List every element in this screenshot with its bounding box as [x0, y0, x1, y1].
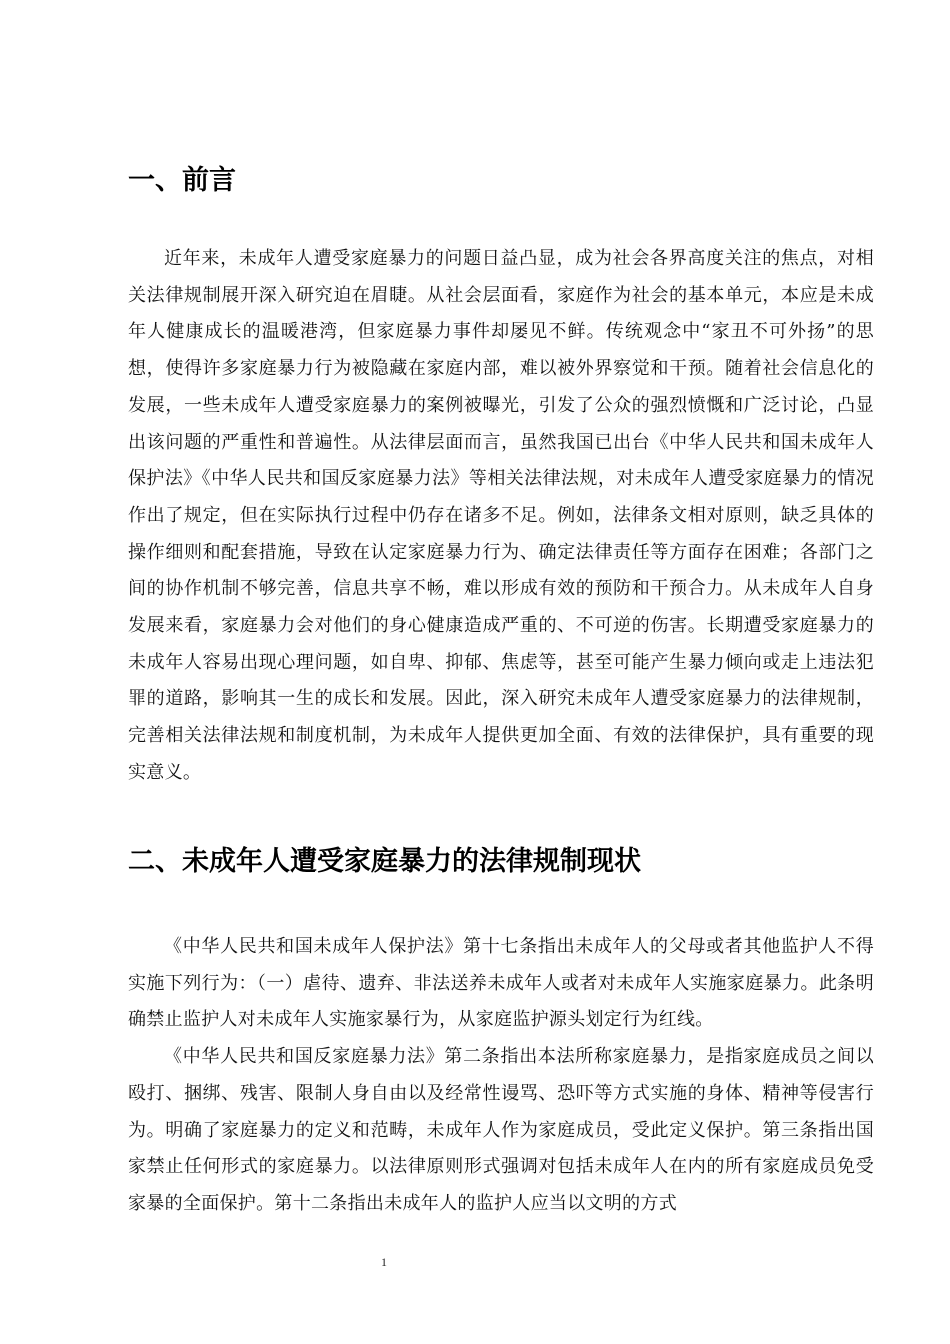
legal-status-body: [128, 929, 874, 1223]
paragraph: 近年来，未成年人遭受家庭暴力的问题日益凸显，成为社会各界高度关注的焦点，对相关法律规制展开深入研究迫在眉睫。从社会层面看，家庭作为社会的基本单元，本应是未成年人健康成长的温暖港湾，但家庭暴力事件却屡见不鲜。传统观念中“家丑不可外扬”的思想，使得许多家庭暴力行为被隐藏在家庭内部，难以被外界察觉和干预。随着社会信息化的发展，一些未成年人遭受家庭暴力的案例被曝光，引发了公众的强烈愤慨和广泛讨论，凸显出该问题的严重性和普遍性。从法律层面而言，虽然我国已出台《中华人民共和国未成年人保护法》《中华人民共和国反家庭暴力法》等相关法律法规，对未成年人遭受家庭暴力的情况作出了规定，但在实际执行过程中仍存在诸多不足。例如，法律条文相对原则，缺乏具体的操作细则和配套措施，导致在认定家庭暴力行为、确定法律责任等方面存在困难；各部门之间的协作机制不够完善，信息共享不畅，难以形成有效的预防和干预合力。从未成年人自身发展来看，家庭暴力会对他们的身心健康造成严重的、不可逆的伤害。长期遭受家庭暴力的未成年人容易出现心理问题，如自卑、抑郁、焦虑等，甚至可能产生暴力倾向或走上违法犯罪的道路，影响其一生的成长和发展。因此，深入研究未成年人遭受家庭暴力的法律规制，完善相关法律法规和制度机制，为未成年人提供更加全面、有效的法律保护，具有重要的现实意义。: [128, 248, 874, 783]
section-heading-legal-status: 二、未成年人遭受家庭暴力的法律规制现状: [128, 846, 641, 877]
paragraph: 《中华人民共和国未成年人保护法》第十七条指出未成年人的父母或者其他监护人不得实施下列行为：（一）虐待、遗弃、非法送养未成年人或者对未成年人实施家庭暴力。此条明确禁止监护人对未成年人实施家暴行为，从家庭监护源头划定行为红线。: [128, 936, 874, 1031]
page-number: 1: [381, 1255, 387, 1269]
preface-body: [128, 241, 874, 792]
paragraph: 《中华人民共和国反家庭暴力法》第二条指出本法所称家庭暴力，是指家庭成员之间以殴打、捆绑、残害、限制人身自由以及经常性谩骂、恐吓等方式实施的身体、精神等侵害行为。明确了家庭暴力的定义和范畴，未成年人作为家庭成员，受此定义保护。第三条指出国家禁止任何形式的家庭暴力。以法律原则形式强调对包括未成年人在内的所有家庭成员免受家暴的全面保护。第十二条指出未成年人的监护人应当以文明的方式: [128, 1046, 874, 1214]
section-heading-preface: 一、前言: [128, 165, 236, 196]
